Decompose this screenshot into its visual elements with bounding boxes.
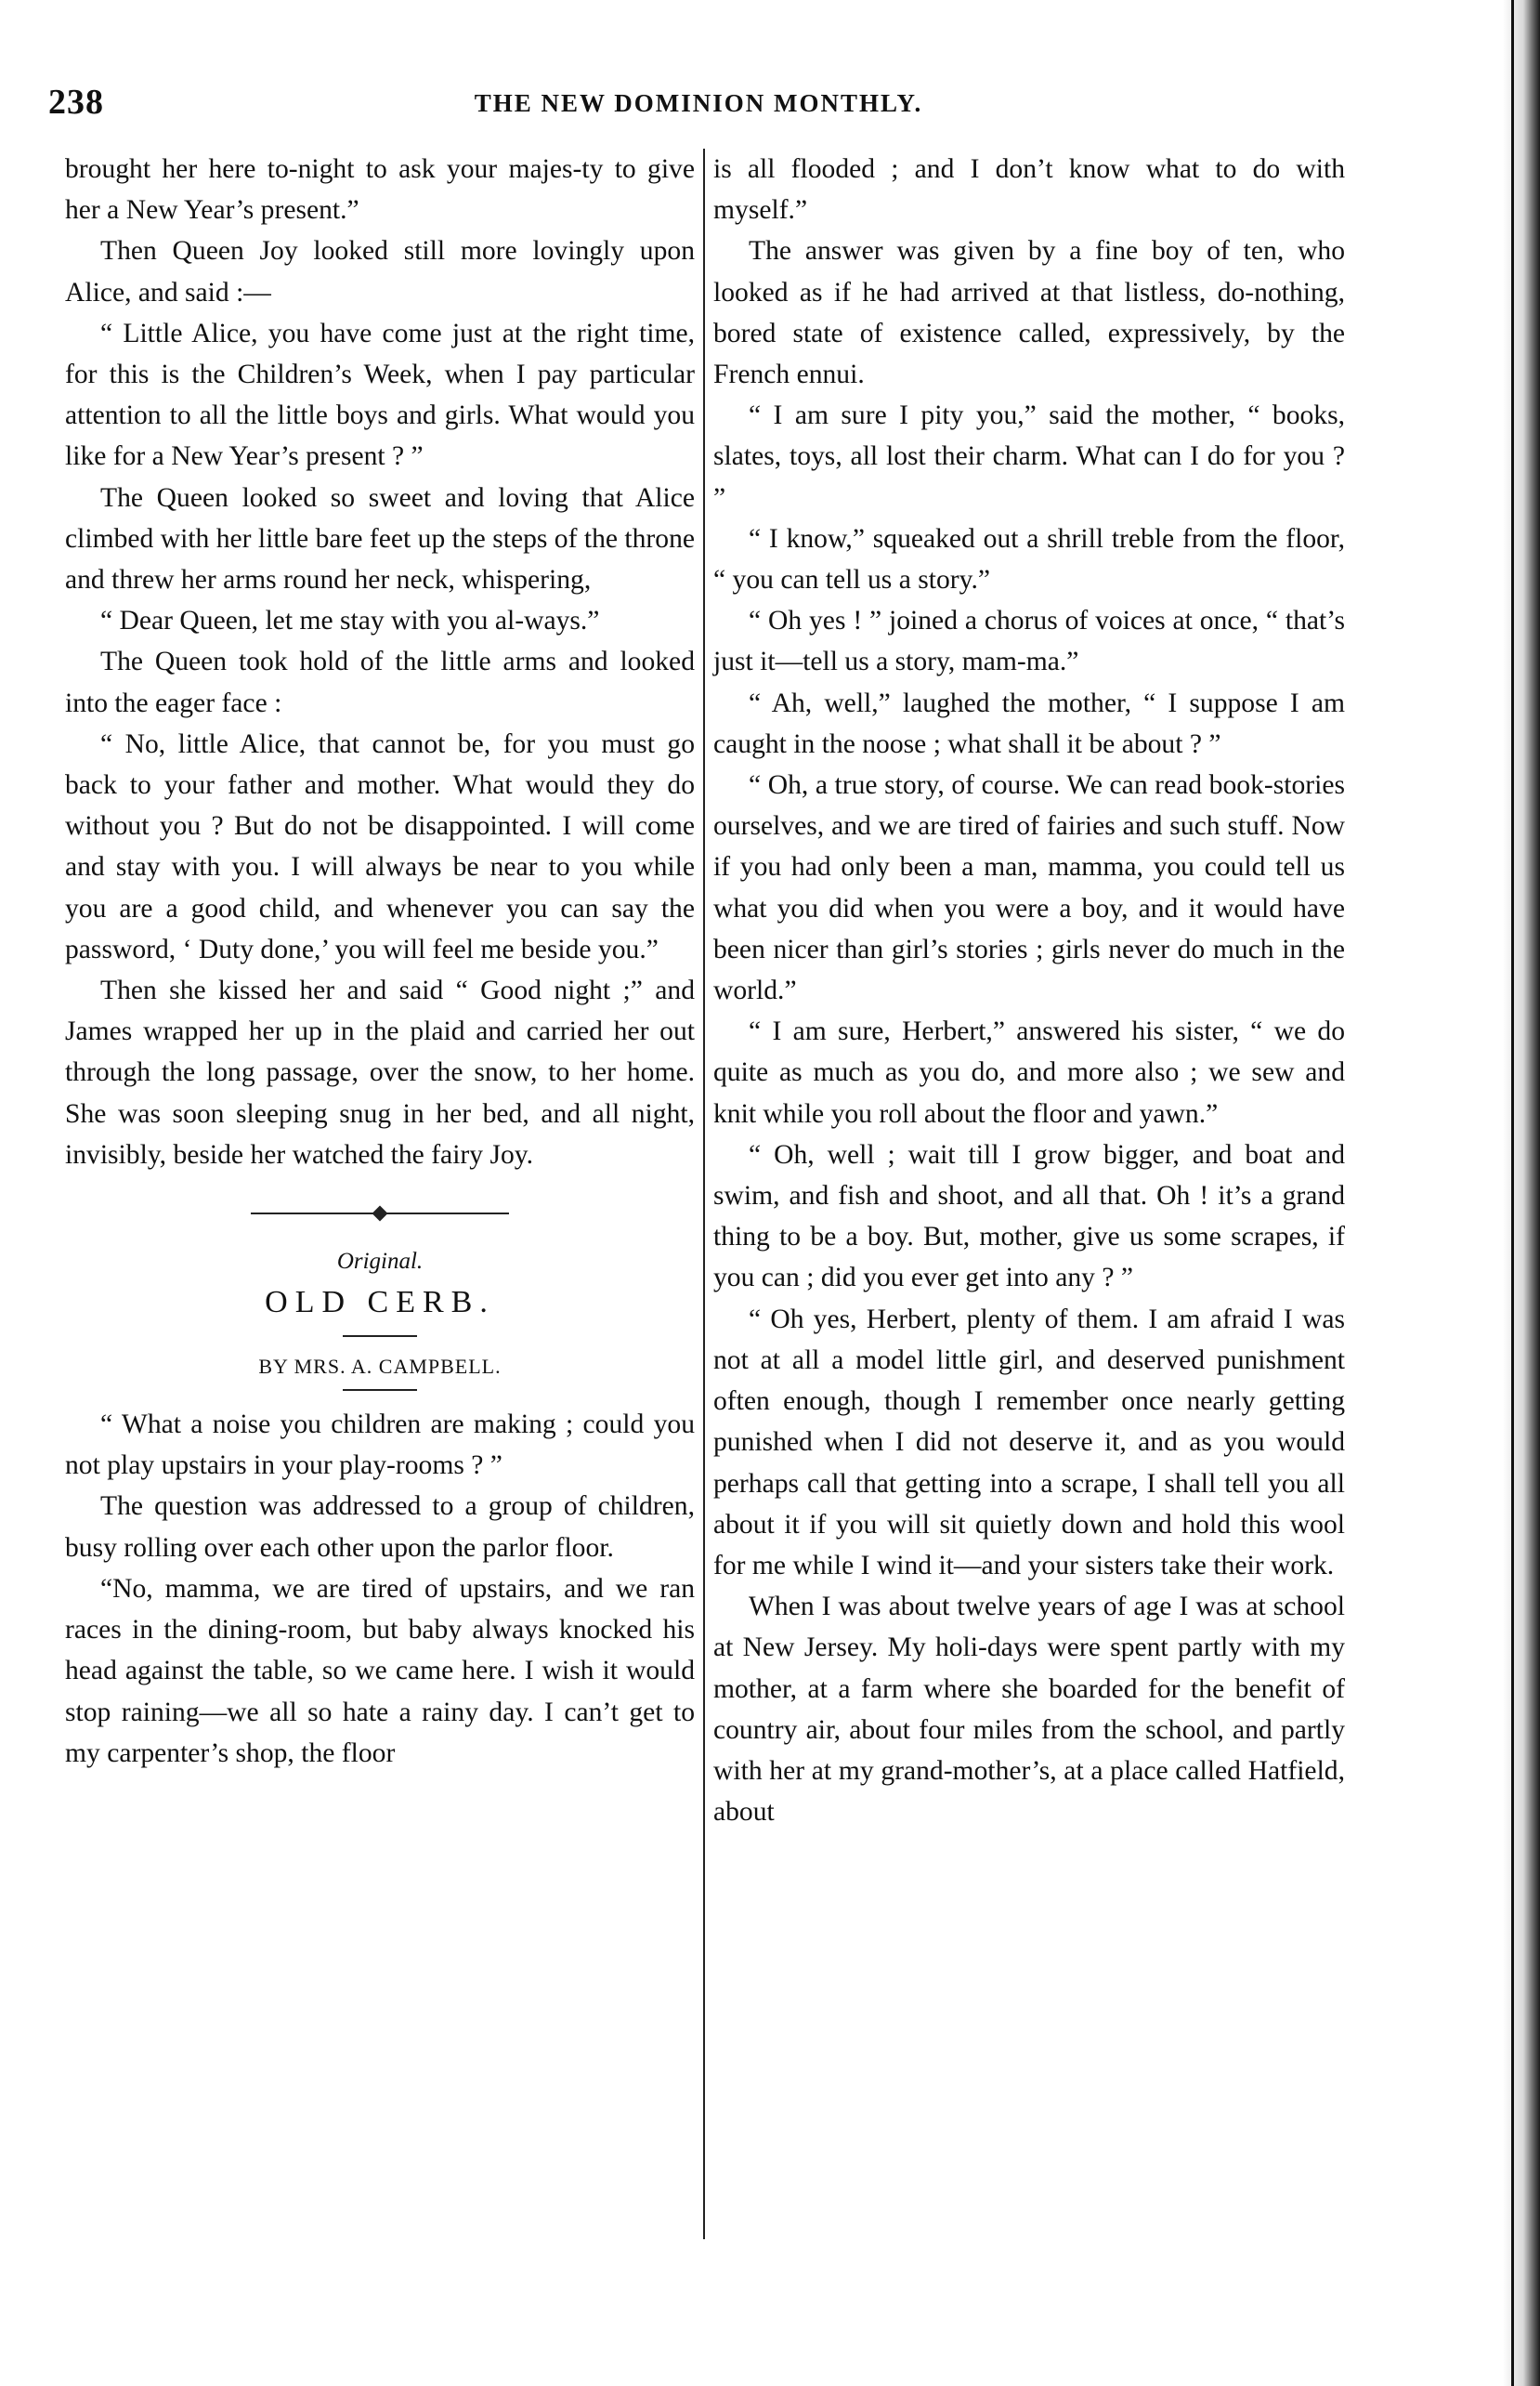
right-column [713,149,1345,1832]
paragraph: The Queen took hold of the little arms and looked into the eager face : [65,647,695,718]
column-divider [703,149,705,2239]
page-header [48,82,1349,128]
story-kicker: Original. [336,1249,424,1275]
paragraph: “ What a noise you children are making ; could you not play upstairs in your play-rooms ? ” [65,1409,695,1481]
left-column [65,149,695,1774]
paragraph: “ Oh, a true story, of course. We can read book-stories ourselves, and we are tired of fairies and such stuff. Now if you had only been a man, mamma, you could tell us what you did when you were a boy, and it would have been nicer than girl’s stories ; girls never do much in the world.” [713,770,1345,1006]
paragraph: “ Little Alice, you have come just at the right time, for this is the Children’s Week, when I pay particular attention to all the little boys and girls. What would you like for a New Year’s present ? ” [65,318,695,472]
page-number: 238 [48,83,104,122]
diamond-ornament-icon [372,1206,388,1222]
byline-rule [343,1389,417,1391]
paragraph: “ Oh, well ; wait till I grow bigger, and boat and swim, and fish and shoot, and all that. Oh ! it’s a grand thing to be a boy. But, mother, give us some scrapes, if you can ; did you ever get into any ? ” [713,1139,1345,1293]
paragraph: “ Dear Queen, let me stay with you al-ways.” [100,606,600,636]
paragraph: brought her here to-night to ask your majes-ty to give her a New Year’s present.” [65,154,695,226]
paragraph: “ Oh yes ! ” joined a chorus of voices at once, “ that’s just it—tell us a story, mam-ma.” [713,606,1345,677]
paragraph: The Queen looked so sweet and loving that Alice climbed with her little bare feet up the steps of the throne and threw her arms round her neck, whispering, [65,482,695,596]
paragraph: The question was addressed to a group of children, busy rolling over each other upon the parlor floor. [65,1491,695,1563]
paragraph: “ I am sure I pity you,” said the mother, “ books, slates, toys, all lost their charm. What can I do for you ? ” [713,400,1345,513]
paragraph: “ Oh yes, Herbert, plenty of them. I am afraid I was not at all a model little girl, and deserved punishment often enough, though I remember once nearly getting punished when I did not deserve it, and as you would perhaps call that getting into a scrape, I shall tell you all about it if you will sit quietly down and hold this wool for me while I wind it—and your sisters take their work. [713,1304,1345,1580]
paragraph: “ I know,” squeaked out a shrill treble from the floor, “ you can tell us a story.” [713,523,1345,596]
paragraph: “ I am sure, Herbert,” answered his sister, “ we do quite as much as you do, and more also ; we sew and knit while you roll about the floor and yawn.” [713,1016,1345,1129]
paragraph: The answer was given by a fine boy of ten, who looked as if he had arrived at that listless, do-nothing, bored state of existence called, expressively, by the French ennui. [713,236,1345,390]
story-title: OLD CERB. [265,1285,495,1320]
paragraph: “No, mamma, we are tired of upstairs, and we ran races in the dining-room, but baby always knocked his head against the table, so we came here. I wish it would stop raining—we all so hate a rainy day. I can’t get to my carpenter’s shop, the floor [65,1573,695,1768]
paragraph: Then she kissed her and said “ Good night ;” and James wrapped her up in the plaid and carried her out through the long passage, over the snow, to her home. She was soon sleeping snug in her bed, and all night, invisibly, beside her watched the fairy Joy. [65,976,695,1170]
paragraph: Then Queen Joy looked still more lovingly upon Alice, and said :— [65,236,695,308]
paragraph: is all flooded ; and I don’t know what to do with myself.” [713,154,1345,226]
title-rule [343,1335,417,1337]
paragraph: When I was about twelve years of age I was at school at New Jersey. My holi-days were spent partly with my mother, at a farm where she boarded for the benefit of country air, about four miles from the school, and partly with her at my grand-mother’s, at a place called Hatfield, about [713,1592,1345,1828]
page-edge-shadow [1503,0,1540,2386]
running-title: THE NEW DOMINION MONTHLY. [474,89,923,117]
paragraph: “ Ah, well,” laughed the mother, “ I suppose I am caught in the noose ; what shall it be about ? ” [713,688,1345,759]
page-edge-line [1511,0,1514,2386]
paragraph: “ No, little Alice, that cannot be, for you must go back to your father and mother. What would they do without you ? But do not be disappointed. I will come and stay with you. I will always be near to you while you are a good child, and whenever you can say the password, ‘ Duty done,’ you will feel me beside you.” [65,728,695,964]
byline: BY MRS. A. CAMPBELL. [258,1355,502,1379]
section-break-ornament [65,1207,695,1220]
